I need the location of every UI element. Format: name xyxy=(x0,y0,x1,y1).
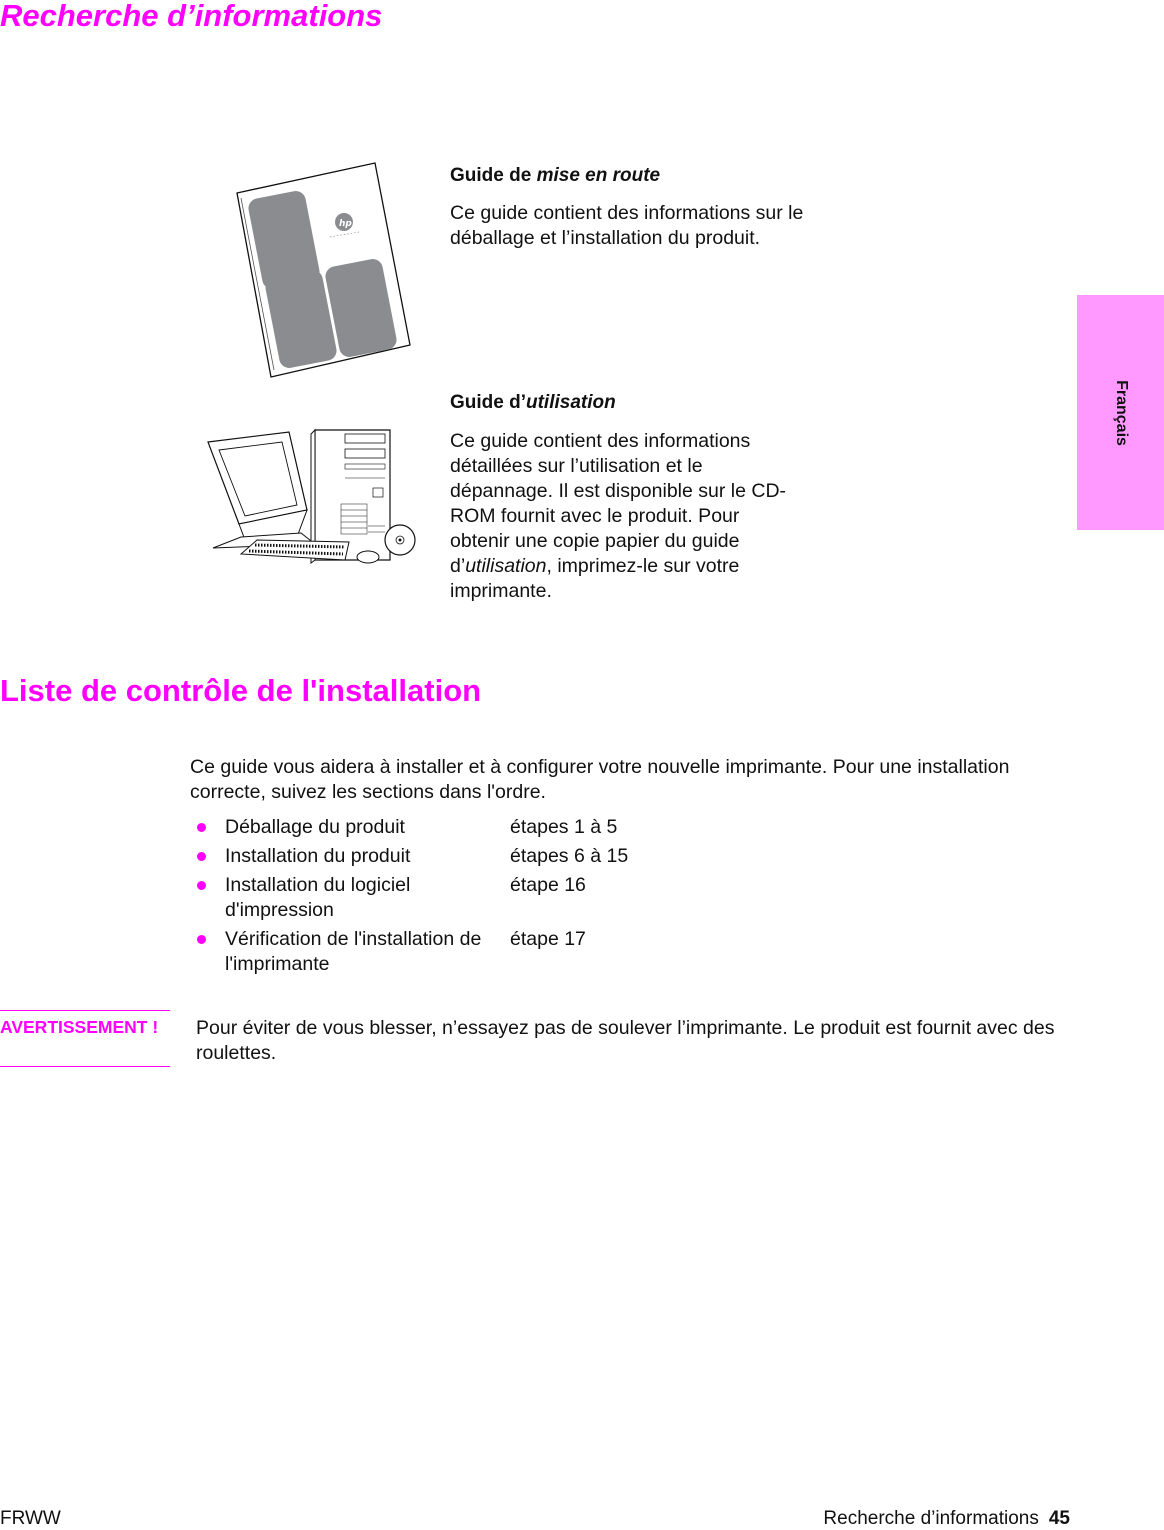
checklist-item-step: étape 16 xyxy=(510,874,586,896)
checklist-item-label: Installation du produit xyxy=(225,845,411,867)
guide-setup-title xyxy=(450,165,660,187)
footer-left: FRWW xyxy=(0,1508,61,1529)
guide-user-desc-italic: utilisation xyxy=(465,555,547,577)
guide-setup-title-italic: mise en route xyxy=(536,165,661,186)
guide-booklet-icon xyxy=(225,160,415,382)
warning-rule-top xyxy=(0,1010,170,1011)
checklist-item-label: Vérification de l'installation de l'imprimante xyxy=(225,928,482,975)
guide-user-title xyxy=(450,392,616,414)
warning-text: Pour éviter de vous blesser, n’essayez pas de soulever l’imprimante. Le produit est fournit avec des roulettes. xyxy=(196,1017,1055,1064)
computer-cdrom-icon xyxy=(205,420,425,570)
checklist-item-step: étapes 1 à 5 xyxy=(510,816,618,838)
footer-title: Recherche d’informations xyxy=(823,1508,1039,1529)
guide-user-description xyxy=(450,429,800,604)
list-item xyxy=(190,844,790,873)
guide-user-title-prefix: Guide d’ xyxy=(450,392,526,413)
section-title-checklist: Liste de contrôle de l'installation xyxy=(0,673,482,708)
list-item xyxy=(190,927,790,981)
bullet-icon xyxy=(197,823,206,832)
language-tab xyxy=(1077,295,1164,530)
warning-label: AVERTISSEMENT ! xyxy=(0,1017,159,1037)
bullet-icon xyxy=(197,852,206,861)
installation-checklist xyxy=(190,815,790,981)
checklist-intro: Ce guide vous aidera à installer et à configurer votre nouvelle imprimante. Pour une installation correcte, suivez les sections dans l'ordre. xyxy=(190,756,1010,803)
checklist-item-step: étapes 6 à 15 xyxy=(510,845,629,867)
checklist-item-label: Installation du logiciel d'impression xyxy=(225,874,411,921)
guide-user-title-italic: utilisation xyxy=(526,392,616,413)
guide-setup-description: Ce guide contient des informations sur le déballage et l’installation du produit. xyxy=(450,202,804,249)
footer-right xyxy=(823,1508,1070,1530)
svg-text:hp: hp xyxy=(339,219,352,229)
guide-user-desc-part2: , imprimez-le sur votre imprimante. xyxy=(450,555,740,602)
guide-user-desc-part1: Ce guide contient des informations détaillées sur l’utilisation et le dépannage. Il est disponible sur le CD-ROM fournit avec le produit. Pour obtenir une copie papier du guide d’ xyxy=(450,430,787,577)
guide-setup-title-prefix: Guide de xyxy=(450,165,537,186)
bullet-icon xyxy=(197,881,206,890)
language-tab-label: Français xyxy=(1112,379,1130,446)
checklist-item-label: Déballage du produit xyxy=(225,816,405,838)
list-item xyxy=(190,815,790,844)
warning-rule-bottom xyxy=(0,1066,170,1067)
list-item xyxy=(190,873,790,927)
page-number: 45 xyxy=(1048,1508,1070,1529)
bullet-icon xyxy=(197,935,206,944)
page-title: Recherche d’informations xyxy=(0,0,383,33)
checklist-item-step: étape 17 xyxy=(510,928,586,950)
